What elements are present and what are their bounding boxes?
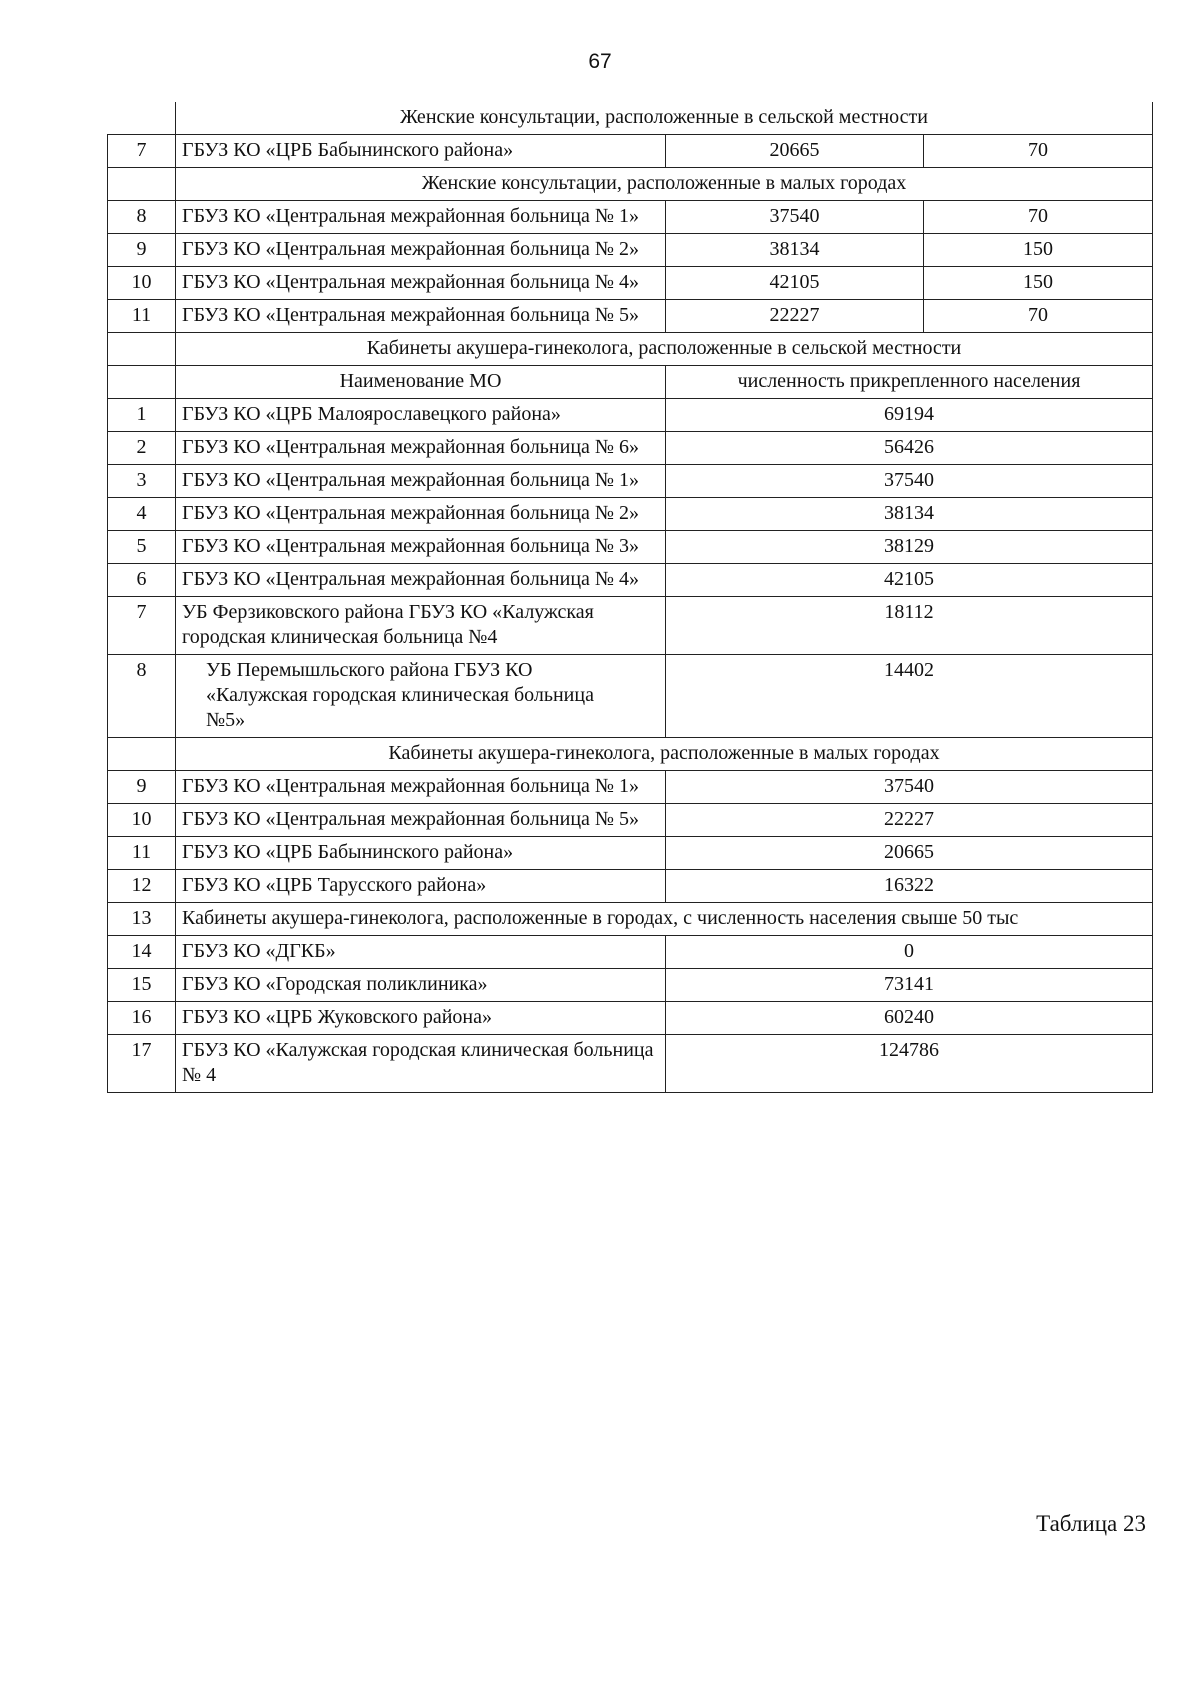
row-number bbox=[108, 168, 176, 201]
row-number: 5 bbox=[108, 531, 176, 564]
table-row bbox=[108, 432, 1153, 465]
row-number: 8 bbox=[108, 655, 176, 738]
table-row bbox=[108, 300, 1153, 333]
row-number: 11 bbox=[108, 300, 176, 333]
row-number: 13 bbox=[108, 903, 176, 936]
organization-name: УБ Перемышльского района ГБУЗ КО «Калужская городская клиническая больница №5» bbox=[176, 655, 666, 738]
organization-name: ГБУЗ КО «ЦРБ Бабынинского района» bbox=[176, 837, 666, 870]
organization-name: ГБУЗ КО «Центральная межрайонная больница № 4» bbox=[176, 564, 666, 597]
row-number bbox=[108, 333, 176, 366]
population-value: 42105 bbox=[666, 564, 1153, 597]
organization-name: ГБУЗ КО «Центральная межрайонная больница № 1» bbox=[176, 771, 666, 804]
section-header-row bbox=[108, 903, 1153, 936]
organization-name: ГБУЗ КО «Центральная межрайонная больница № 3» bbox=[176, 531, 666, 564]
section-header-row bbox=[108, 102, 1153, 135]
table-row bbox=[108, 399, 1153, 432]
section-title: Женские консультации, расположенные в сельской местности bbox=[176, 102, 1153, 135]
population-value: 60240 bbox=[666, 1002, 1153, 1035]
population-value: 37540 bbox=[666, 201, 924, 234]
table-row bbox=[108, 969, 1153, 1002]
section-title: Кабинеты акушера-гинеколога, расположенные в сельской местности bbox=[176, 333, 1153, 366]
organization-name: ГБУЗ КО «Центральная межрайонная больница № 6» bbox=[176, 432, 666, 465]
population-value: 38134 bbox=[666, 498, 1153, 531]
row-number: 8 bbox=[108, 201, 176, 234]
section-title: Женские консультации, расположенные в малых городах bbox=[176, 168, 1153, 201]
data-table bbox=[107, 102, 1153, 1093]
organization-name: ГБУЗ КО «Центральная межрайонная больница № 1» bbox=[176, 465, 666, 498]
organization-name: ГБУЗ КО «Центральная межрайонная больница № 4» bbox=[176, 267, 666, 300]
table-caption: Таблица 23 bbox=[1036, 1511, 1146, 1536]
table-row bbox=[108, 267, 1153, 300]
row-number: 10 bbox=[108, 267, 176, 300]
capacity-value: 150 bbox=[924, 234, 1153, 267]
table-row bbox=[108, 771, 1153, 804]
organization-name: ГБУЗ КО «Центральная межрайонная больница № 2» bbox=[176, 498, 666, 531]
population-value: 20665 bbox=[666, 135, 924, 168]
row-number: 10 bbox=[108, 804, 176, 837]
population-value: 124786 bbox=[666, 1035, 1153, 1093]
population-value: 38129 bbox=[666, 531, 1153, 564]
row-number: 9 bbox=[108, 234, 176, 267]
capacity-value: 70 bbox=[924, 300, 1153, 333]
table-row bbox=[108, 1035, 1153, 1093]
population-value: 22227 bbox=[666, 804, 1153, 837]
table-row bbox=[108, 135, 1153, 168]
row-number bbox=[108, 366, 176, 399]
population-value: 38134 bbox=[666, 234, 924, 267]
capacity-value: 70 bbox=[924, 201, 1153, 234]
table-row bbox=[108, 597, 1153, 655]
population-value: 14402 bbox=[666, 655, 1153, 738]
population-value: 37540 bbox=[666, 771, 1153, 804]
row-number: 15 bbox=[108, 969, 176, 1002]
organization-name: ГБУЗ КО «ЦРБ Бабынинского района» bbox=[176, 135, 666, 168]
organization-name: УБ Ферзиковского района ГБУЗ КО «Калужская городская клиническая больница №4 bbox=[176, 597, 666, 655]
capacity-value: 70 bbox=[924, 135, 1153, 168]
organization-name: ГБУЗ КО «ДГКБ» bbox=[176, 936, 666, 969]
capacity-value: 150 bbox=[924, 267, 1153, 300]
section-header-row bbox=[108, 168, 1153, 201]
row-number: 1 bbox=[108, 399, 176, 432]
organization-name: ГБУЗ КО «Центральная межрайонная больница № 5» bbox=[176, 804, 666, 837]
table-row bbox=[108, 804, 1153, 837]
row-number: 12 bbox=[108, 870, 176, 903]
row-number: 9 bbox=[108, 771, 176, 804]
table-row bbox=[108, 564, 1153, 597]
population-value: 20665 bbox=[666, 837, 1153, 870]
table-row bbox=[108, 870, 1153, 903]
table-row bbox=[108, 655, 1153, 738]
table-row bbox=[108, 837, 1153, 870]
row-number: 11 bbox=[108, 837, 176, 870]
section-header-row bbox=[108, 738, 1153, 771]
column-header-population: численность прикрепленного населения bbox=[666, 366, 1153, 399]
page-number: 67 bbox=[588, 50, 612, 73]
population-value: 73141 bbox=[666, 969, 1153, 1002]
table-row bbox=[108, 1002, 1153, 1035]
row-number: 16 bbox=[108, 1002, 176, 1035]
population-value: 69194 bbox=[666, 399, 1153, 432]
section-title: Кабинеты акушера-гинеколога, расположенные в городах, с численность населения свыше 50 тыс bbox=[176, 903, 1153, 936]
row-number: 4 bbox=[108, 498, 176, 531]
population-value: 37540 bbox=[666, 465, 1153, 498]
population-value: 0 bbox=[666, 936, 1153, 969]
table-row bbox=[108, 201, 1153, 234]
organization-name: ГБУЗ КО «Калужская городская клиническая больница № 4 bbox=[176, 1035, 666, 1093]
table-row bbox=[108, 234, 1153, 267]
organization-name: ГБУЗ КО «Центральная межрайонная больница № 2» bbox=[176, 234, 666, 267]
row-number: 6 bbox=[108, 564, 176, 597]
organization-name: ГБУЗ КО «ЦРБ Жуковского района» bbox=[176, 1002, 666, 1035]
row-number bbox=[108, 738, 176, 771]
section-title: Кабинеты акушера-гинеколога, расположенные в малых городах bbox=[176, 738, 1153, 771]
row-number: 3 bbox=[108, 465, 176, 498]
table-row bbox=[108, 465, 1153, 498]
row-number bbox=[108, 102, 176, 135]
section-header-row bbox=[108, 333, 1153, 366]
column-header-name: Наименование МО bbox=[176, 366, 666, 399]
table-row bbox=[108, 498, 1153, 531]
row-number: 7 bbox=[108, 135, 176, 168]
organization-name: ГБУЗ КО «Центральная межрайонная больница № 5» bbox=[176, 300, 666, 333]
column-header-row bbox=[108, 366, 1153, 399]
population-value: 16322 bbox=[666, 870, 1153, 903]
row-number: 7 bbox=[108, 597, 176, 655]
population-value: 22227 bbox=[666, 300, 924, 333]
table-row bbox=[108, 936, 1153, 969]
row-number: 2 bbox=[108, 432, 176, 465]
organization-name: ГБУЗ КО «ЦРБ Тарусского района» bbox=[176, 870, 666, 903]
row-number: 17 bbox=[108, 1035, 176, 1093]
organization-name: ГБУЗ КО «Центральная межрайонная больница № 1» bbox=[176, 201, 666, 234]
table-row bbox=[108, 531, 1153, 564]
row-number: 14 bbox=[108, 936, 176, 969]
population-value: 18112 bbox=[666, 597, 1153, 655]
population-value: 56426 bbox=[666, 432, 1153, 465]
population-value: 42105 bbox=[666, 267, 924, 300]
organization-name: ГБУЗ КО «Городская поликлиника» bbox=[176, 969, 666, 1002]
organization-name: ГБУЗ КО «ЦРБ Малоярославецкого района» bbox=[176, 399, 666, 432]
